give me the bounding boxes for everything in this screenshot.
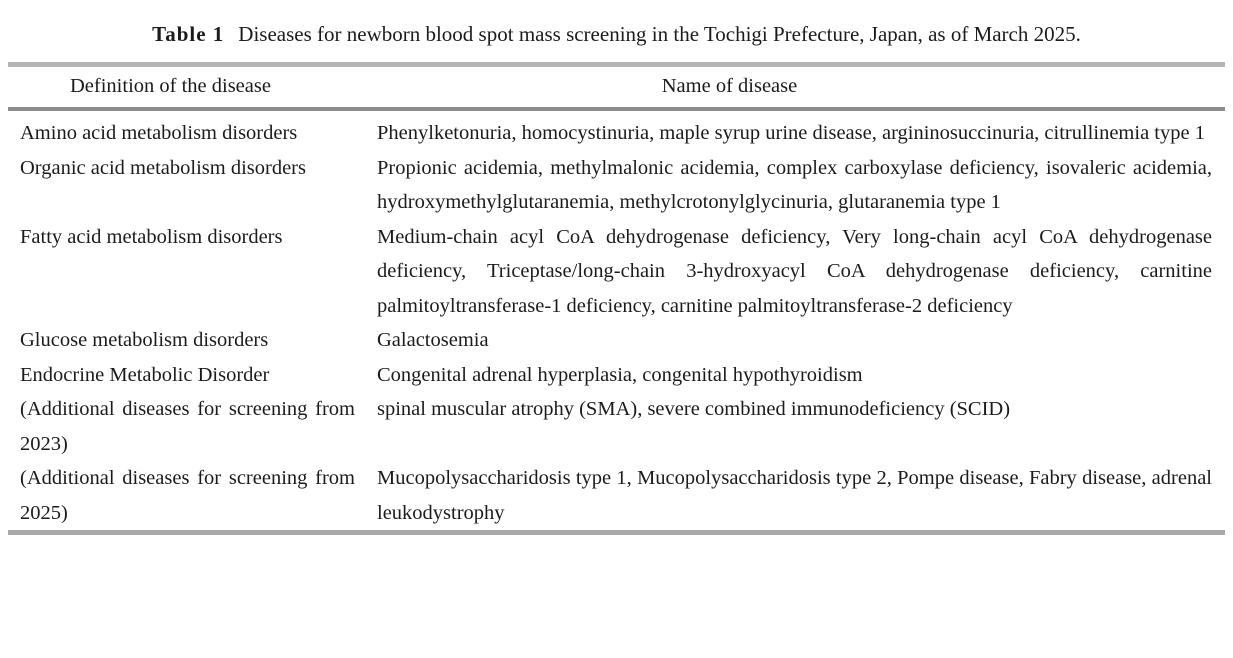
definition-cell: (Additional diseases for screening from 2023)	[20, 398, 355, 455]
table-row	[20, 358, 1212, 393]
disease-name-cell: Galactosemia	[377, 329, 489, 351]
table-caption-text: Diseases for newborn blood spot mass screening in the Tochigi Prefecture, Japan, as of March 2025.	[238, 22, 1081, 46]
table-row	[20, 116, 1212, 151]
disease-name-cell: spinal muscular atrophy (SMA), severe combined immunodeficiency (SCID)	[377, 398, 1011, 420]
column-header-definition: Definition of the disease	[70, 75, 271, 97]
table-header-row	[0, 67, 1233, 107]
table-body	[0, 111, 1233, 530]
definition-cell: Amino acid metabolism disorders	[20, 122, 298, 144]
definition-cell: Organic acid metabolism disorders	[20, 156, 306, 179]
table-row	[20, 151, 1212, 220]
table-caption	[0, 0, 1233, 47]
disease-name-cell: Propionic acidemia, methylmalonic acidemia, complex carboxylase deficiency, isovaleric acidemia, hydroxymethylglutaranemia, methylcrotonylglycinuria, glutaranemia type 1	[377, 156, 1212, 213]
definition-cell: Endocrine Metabolic Disorder	[20, 363, 270, 386]
definition-cell: Glucose metabolism disorders	[20, 329, 269, 351]
definition-cell: Fatty acid metabolism disorders	[20, 225, 283, 248]
table-row	[20, 220, 1212, 324]
table-row	[20, 323, 1212, 358]
table-row	[20, 461, 1212, 530]
definition-cell: (Additional diseases for screening from 2025)	[20, 467, 355, 524]
table-row	[20, 392, 1212, 461]
disease-name-cell: Congenital adrenal hyperplasia, congenital hypothyroidism	[377, 363, 863, 386]
table-caption-label: Table 1	[152, 22, 225, 46]
table-bottom-rule	[8, 530, 1225, 535]
disease-name-cell: Phenylketonuria, homocystinuria, maple syrup urine disease, argininosuccinuria, citrullinemia type 1	[377, 122, 1205, 144]
column-header-name: Name of disease	[661, 75, 798, 97]
disease-name-cell: Medium-chain acyl CoA dehydrogenase deficiency, Very long-chain acyl CoA dehydrogenase deficiency, Triceptase/long-chain 3-hydroxyacyl CoA dehydrogenase deficiency, carnitine palmitoyltransferase-1 deficiency, carnitine palmitoyltransferase-2 deficiency	[377, 225, 1212, 317]
disease-name-cell: Mucopolysaccharidosis type 1, Mucopolysaccharidosis type 2, Pompe disease, Fabry disease, adrenal leukodystrophy	[377, 467, 1212, 524]
